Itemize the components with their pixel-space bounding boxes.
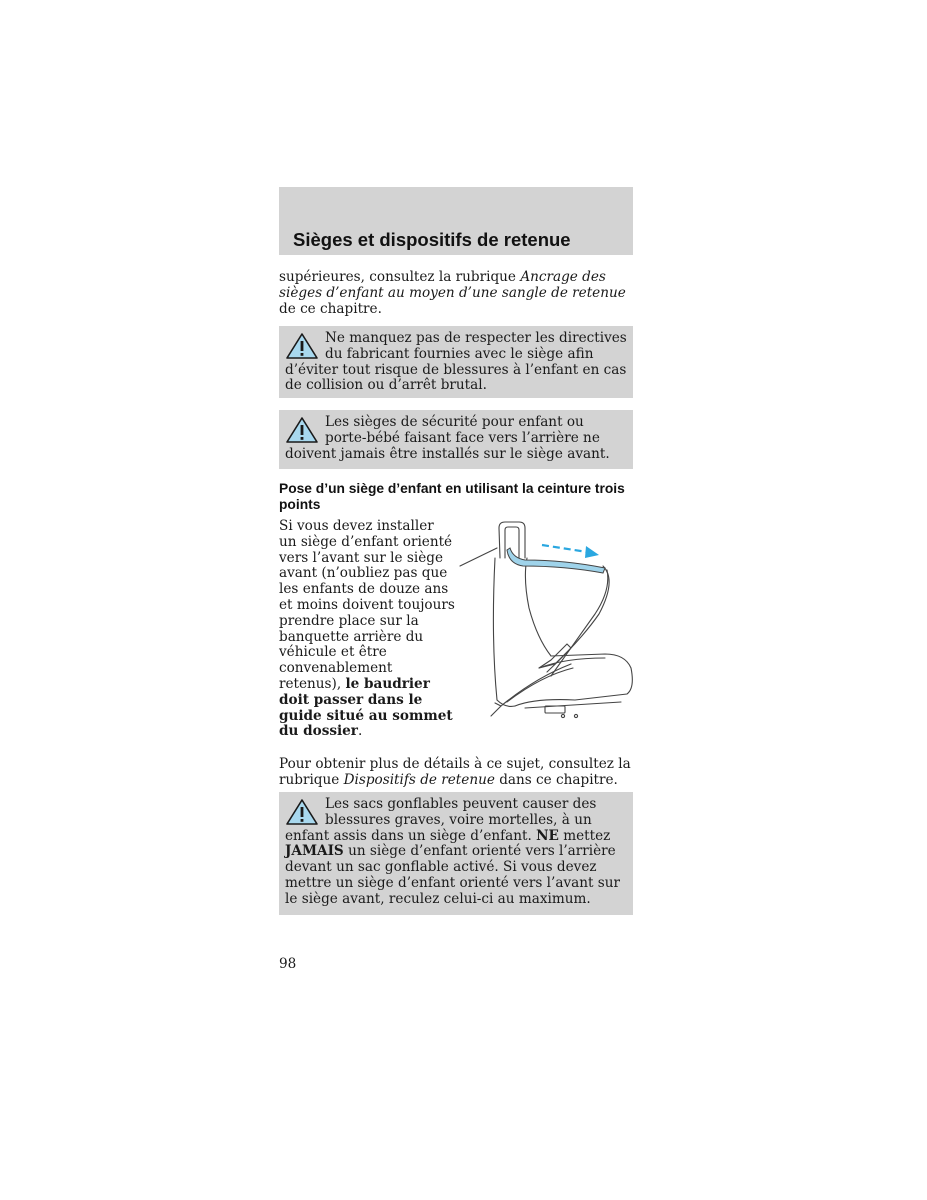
warning-text: Les sacs gonflables peuvent causer des blessures graves, voire mortelles, à un enfant assis dans un siège d’enfant. [285, 796, 597, 844]
warning-triangle-icon [285, 798, 319, 826]
section-body-emphasis: le baudrier doit passer dans le guide situé au sommet du dossier [279, 675, 453, 740]
intro-text-end: de ce chapitre. [279, 300, 382, 317]
reference-text: Pour obtenir plus de détails à ce sujet, consultez la rubrique [279, 756, 631, 788]
intro-paragraph [279, 270, 635, 317]
reference-link-text: Dispositifs de retenue [343, 771, 495, 788]
warning-box-instructions [279, 326, 633, 398]
warning-triangle-icon [285, 416, 319, 444]
seat-belt-illustration [455, 518, 635, 728]
arrow-icon [585, 546, 599, 558]
warning-text: Ne manquez pas de respecter les directives du fabricant fournies avec le siège afin d’éviter tout risque de blessures à l’enfant en cas de collision ou d’arrêt brutal. [285, 330, 627, 394]
intro-reference: Ancrage des sièges d’enfant au moyen d’une sangle de retenue [279, 269, 626, 301]
page-number: 98 [279, 956, 297, 972]
warning-text-end: un siège d’enfant orienté vers l’arrière devant un sac gonflable activé. Si vous devez mettre un siège d’enfant orienté vers l’avant sur le siège avant, reculez celui-ci au maximum. [285, 843, 620, 907]
section-header-band [279, 187, 633, 255]
section-body-text: Si vous devez installer un siège d’enfant orienté vers l’avant sur le siège avant (n’oubliez pas que les enfants de douze ans et moins doivent toujours prendre place sur la banquette arrière du véhicule et être convenablement retenus), [279, 518, 455, 692]
warning-text-mid: mettez [558, 827, 611, 844]
warning-text: Les sièges de sécurité pour enfant ou porte-bébé faisant face vers l’arrière ne doivent jamais être installés sur le siège avant. [285, 414, 610, 462]
reference-text-end: dans ce chapitre. [494, 771, 618, 788]
section-heading: Pose d’un siège d’enfant en utilisant la ceinture trois points [279, 481, 625, 512]
warning-triangle-icon [285, 332, 319, 360]
warning-emphasis-ne: NE [536, 827, 559, 844]
warning-emphasis-jamais: JAMAIS [285, 843, 344, 860]
section-body [279, 519, 455, 740]
reference-paragraph [279, 757, 635, 789]
intro-text: supérieures, consultez la rubrique [279, 269, 521, 285]
section-body-end: . [357, 723, 363, 740]
warning-box-airbag [279, 792, 633, 915]
page-title: Sièges et dispositifs de retenue [293, 229, 571, 250]
warning-box-rear-facing [279, 410, 633, 469]
